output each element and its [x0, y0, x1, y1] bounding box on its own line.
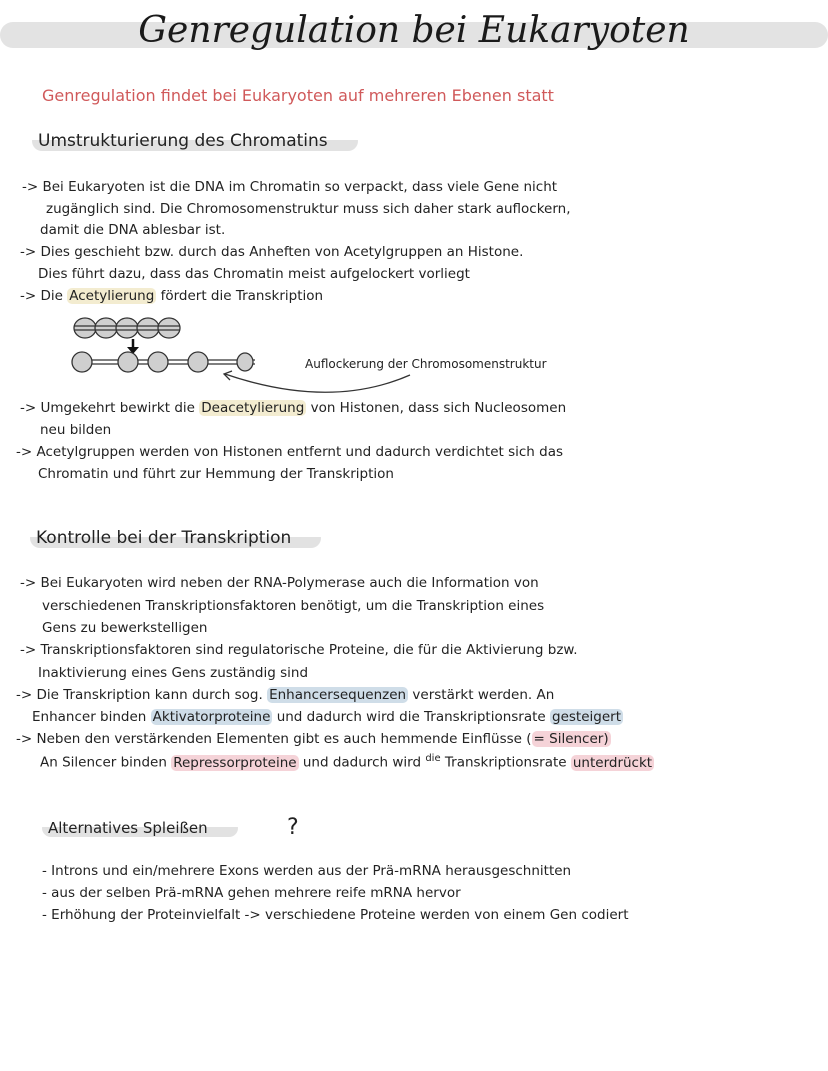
text-line: neu bilden — [40, 422, 112, 438]
text-line: Enhancer binden Aktivatorproteine und dadurch wird die Transkriptionsrate gesteigert — [32, 709, 621, 725]
diagram-caption: Auflockerung der Chromosomenstruktur — [305, 357, 547, 371]
text-line: -> Die Acetylierung fördert die Transkription — [20, 288, 324, 304]
text-line: -> Bei Eukaryoten wird neben der RNA-Polymerase auch die Information von — [20, 575, 539, 591]
condensed-nucleosomes — [74, 318, 180, 338]
text-line: verschiedenen Transkriptionsfaktoren benötigt, um die Transkription eines — [42, 598, 545, 614]
highlight-gesteigert: gesteigert — [552, 709, 621, 725]
text-line: -> Umgekehrt bewirkt die Deacetylierung von Histonen, dass sich Nucleosomen — [20, 400, 567, 416]
text-line: -> Die Transkription kann durch sog. Enhancersequenzen verstärkt werden. An — [16, 687, 555, 703]
section-heading-transkription: Kontrolle bei der Transkription — [30, 528, 321, 548]
text-line: Inaktivierung eines Gens zuständig sind — [38, 665, 309, 681]
section-heading-chromatin: Umstrukturierung des Chromatins — [32, 131, 358, 151]
text-line: Gens zu bewerkstelligen — [42, 620, 208, 636]
loosened-nucleosomes — [72, 352, 255, 372]
text-line: -> Neben den verstärkenden Elementen gibt es auch hemmende Einflüsse ( = Silencer) — [16, 731, 609, 747]
text-line: zugänglich sind. Die Chromosomenstruktur muss sich daher stark auflockern, — [46, 201, 571, 217]
text-line: -> Bei Eukaryoten ist die DNA im Chromatin so verpackt, dass viele Gene nicht — [22, 179, 558, 195]
text-line: - Introns und ein/mehrere Exons werden aus der Prä-mRNA herausgeschnitten — [42, 863, 572, 879]
highlight-enhancer: Enhancersequenzen — [269, 687, 407, 703]
text-line: -> Dies geschieht bzw. durch das Anheften von Acetylgruppen an Histone. — [20, 244, 524, 260]
curved-arrow-icon — [225, 374, 410, 392]
text-line: Dies führt dazu, dass das Chromatin meist aufgelockert vorliegt — [38, 266, 470, 282]
highlight-repressor: Repressorproteine — [173, 754, 297, 771]
text-line: - aus der selben Prä-mRNA gehen mehrere reife mRNA hervor — [42, 885, 461, 901]
text-line: -> Transkriptionsfaktoren sind regulatorische Proteine, die für die Aktivierung bzw. — [20, 642, 578, 658]
text-line: Chromatin und führt zur Hemmung der Transkription — [38, 466, 394, 482]
text-line: - Erhöhung der Proteinvielfalt -> verschiedene Proteine werden von einem Gen codiert — [42, 907, 629, 923]
text-line: damit die DNA ablesbar ist. — [40, 222, 226, 238]
page-title: Genregulation bei Eukaryoten — [138, 10, 690, 51]
text-line: An Silencer binden Repressorproteine und dadurch wird $^{die}$ Transkriptionsrate unterdrückt — [40, 753, 653, 771]
highlight-silencer: = Silencer) — [533, 731, 609, 747]
highlight-acetylierung: Acetylierung — [69, 288, 155, 304]
highlight-aktivator: Aktivatorproteine — [152, 709, 271, 725]
text-line: -> Acetylgruppen werden von Histonen entfernt und dadurch verdichtet sich das — [16, 444, 564, 460]
highlight-unterdrueckt: unterdrückt — [572, 754, 653, 771]
intro-text: Genregulation findet bei Eukaryoten auf mehreren Ebenen statt — [42, 86, 554, 105]
question-mark: ? — [287, 815, 299, 840]
highlight-deacetylierung: Deacetylierung — [201, 400, 305, 416]
section-heading-spleissen: Alternatives Spleißen — [42, 819, 238, 837]
inserted-word: die — [425, 753, 441, 764]
